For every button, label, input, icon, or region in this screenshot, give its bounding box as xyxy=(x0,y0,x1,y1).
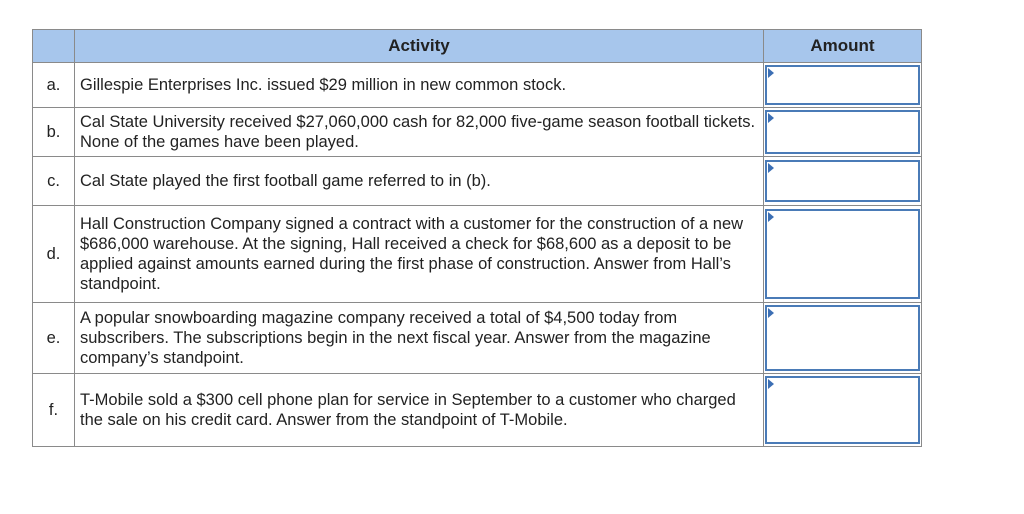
amount-input[interactable] xyxy=(765,160,920,202)
table-row xyxy=(33,108,922,157)
amount-input[interactable] xyxy=(765,305,920,371)
amount-input[interactable] xyxy=(765,110,920,154)
activity-column-header: Activity xyxy=(75,30,764,63)
activity-text: A popular snowboarding magazine company received a total of $4,500 today from subscribers. The subscriptions begin in the next fiscal year. Answer from the magazine company’s standpoint. xyxy=(75,303,764,374)
activity-text: Cal State University received $27,060,000 cash for 82,000 five-game season football tickets. None of the games have been played. xyxy=(75,108,764,157)
table-row xyxy=(33,63,922,108)
activity-text: Cal State played the first football game referred to in (b). xyxy=(75,157,764,206)
amount-column-header: Amount xyxy=(764,30,922,63)
amount-input[interactable] xyxy=(765,209,920,299)
activity-text: T-Mobile sold a $300 cell phone plan for service in September to a customer who charged the sale on his credit card. Answer from the standpoint of T-Mobile. xyxy=(75,374,764,447)
activity-text: Gillespie Enterprises Inc. issued $29 million in new common stock. xyxy=(75,63,764,108)
amount-input[interactable] xyxy=(765,65,920,105)
input-marker-icon xyxy=(768,113,774,123)
row-letter: d. xyxy=(33,206,75,303)
amount-input[interactable] xyxy=(765,376,920,444)
input-marker-icon xyxy=(768,68,774,78)
amount-cell xyxy=(764,63,922,108)
letter-column-header xyxy=(33,30,75,63)
table-row xyxy=(33,157,922,206)
table-row xyxy=(33,374,922,447)
amount-cell xyxy=(764,374,922,447)
row-letter: f. xyxy=(33,374,75,447)
row-letter: b. xyxy=(33,108,75,157)
amount-cell xyxy=(764,206,922,303)
input-marker-icon xyxy=(768,212,774,222)
table-header-row xyxy=(33,30,922,63)
amount-cell xyxy=(764,303,922,374)
activity-table-container xyxy=(32,29,921,447)
table-row xyxy=(33,206,922,303)
input-marker-icon xyxy=(768,379,774,389)
activity-text: Hall Construction Company signed a contract with a customer for the construction of a new $686,000 warehouse. At the signing, Hall received a check for $68,600 as a deposit to be applied against amounts earned during the first phase of construction. Answer from Hall’s standpoint. xyxy=(75,206,764,303)
row-letter: c. xyxy=(33,157,75,206)
input-marker-icon xyxy=(768,308,774,318)
activity-table xyxy=(32,29,922,447)
row-letter: a. xyxy=(33,63,75,108)
input-marker-icon xyxy=(768,163,774,173)
table-row xyxy=(33,303,922,374)
amount-cell xyxy=(764,108,922,157)
row-letter: e. xyxy=(33,303,75,374)
amount-cell xyxy=(764,157,922,206)
